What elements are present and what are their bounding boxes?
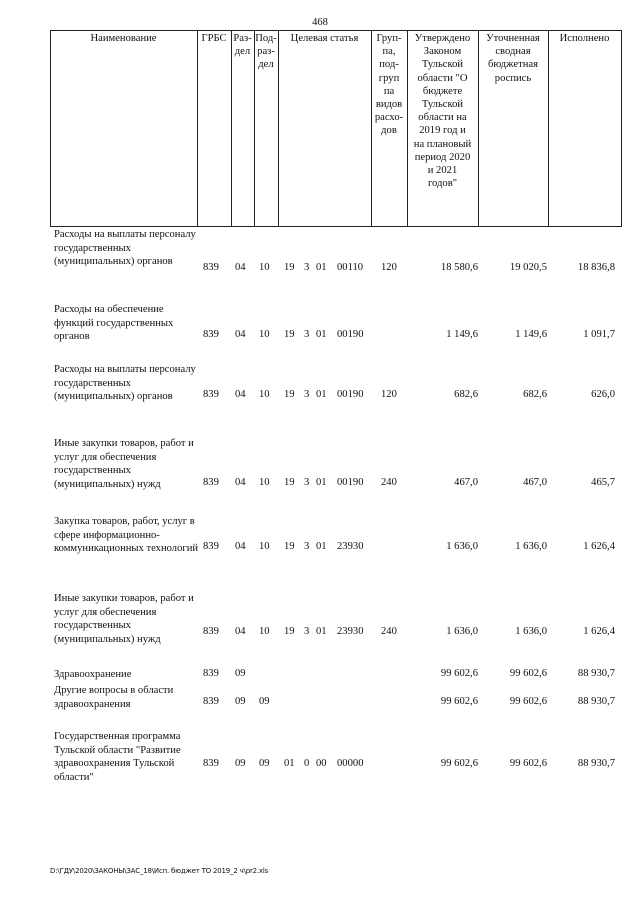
header-name: Наименование [90,33,157,44]
cell-pr: 10 [259,626,270,637]
row-name: Расходы на выплаты персоналу государственных (муниципальных) органов [54,229,196,267]
cell-executed: 88 930,7 [577,696,615,707]
cell-t1: 19 [284,626,295,637]
cell-rz: 04 [235,262,246,273]
page-number: 468 [312,17,328,28]
cell-approved: 99 602,6 [440,668,478,679]
cell-refined: 1 636,0 [515,541,547,552]
cell-t2: 3 [304,262,310,273]
cell-pr: 10 [259,477,270,488]
row-name: Другие вопросы в области здравоохранения [54,685,174,710]
cell-grbs: 839 [203,389,219,400]
cell-t2: 3 [304,626,310,637]
header-refined: Уточненная сводная бюджетная роспись [486,33,540,84]
cell-t2: 3 [304,389,310,400]
header-group: Груп- па, под- груп па видов расхо- дов [374,33,404,137]
cell-approved: 18 580,6 [440,262,478,273]
cell-t1: 19 [284,389,295,400]
cell-t4: 00000 [337,758,364,769]
cell-vr: 120 [381,262,397,273]
cell-grbs: 839 [203,329,219,340]
header-target: Целевая статья [290,33,359,44]
cell-refined: 99 602,6 [509,668,547,679]
row-name: Иные закупки товаров, работ и услуг для обеспечения государственных (муниципальных) нужд [54,593,194,645]
row-name: Здравоохранение [54,669,132,680]
cell-t3: 00 [316,758,327,769]
row-name: Закупка товаров, работ, услуг в сфере информационно-коммуникационных технологий [54,516,199,554]
cell-executed: 1 091,7 [583,329,615,340]
header-grbs: ГРБС [201,33,227,44]
cell-approved: 99 602,6 [440,758,478,769]
cell-grbs: 839 [203,668,219,679]
cell-t4: 23930 [337,626,364,637]
cell-t1: 01 [284,758,295,769]
cell-rz: 09 [235,696,246,707]
cell-t4: 00190 [337,477,364,488]
cell-t4: 00190 [337,329,364,340]
cell-approved: 1 636,0 [446,626,478,637]
header-executed: Исполнено [559,33,610,44]
cell-rz: 04 [235,477,246,488]
row-name: Расходы на обеспечение функций государственных органов [54,304,174,342]
header-podrazdel: Под- раз- дел [255,33,277,71]
cell-executed: 626,0 [591,389,615,400]
cell-t3: 01 [316,262,327,273]
cell-rz: 04 [235,626,246,637]
cell-executed: 88 930,7 [577,758,615,769]
cell-refined: 1 636,0 [515,626,547,637]
cell-approved: 467,0 [454,477,478,488]
cell-pr: 10 [259,262,270,273]
cell-vr: 240 [381,477,397,488]
cell-refined: 99 602,6 [509,758,547,769]
cell-approved: 99 602,6 [440,696,478,707]
cell-grbs: 839 [203,626,219,637]
header-razdel: Раз- дел [233,33,252,58]
cell-rz: 04 [235,541,246,552]
cell-t3: 01 [316,541,327,552]
cell-refined: 682,6 [523,389,547,400]
cell-rz: 09 [235,758,246,769]
cell-t3: 01 [316,329,327,340]
cell-t3: 01 [316,626,327,637]
row-name: Расходы на выплаты персоналу государственных (муниципальных) органов [54,364,196,402]
cell-t2: 3 [304,329,310,340]
cell-t2: 3 [304,477,310,488]
cell-approved: 682,6 [454,389,478,400]
cell-vr: 240 [381,626,397,637]
cell-pr: 09 [259,758,270,769]
cell-rz: 09 [235,668,246,679]
cell-approved: 1 636,0 [446,541,478,552]
cell-t1: 19 [284,541,295,552]
cell-executed: 88 930,7 [577,668,615,679]
cell-refined: 1 149,6 [515,329,547,340]
cell-pr: 10 [259,541,270,552]
cell-grbs: 839 [203,758,219,769]
footer-path: D:\ГДУ\2020\ЗАКОНЫ\ЗАС_18\Исп. бюджет ТО 2019_2 ч\pr2.xls [50,867,269,875]
cell-t4: 23930 [337,541,364,552]
cell-executed: 18 836,8 [577,262,615,273]
row-name: Государственная программа Тульской области "Развитие здравоохранения Тульской области" [54,731,181,783]
cell-t4: 00190 [337,389,364,400]
cell-rz: 04 [235,389,246,400]
cell-approved: 1 149,6 [446,329,478,340]
header-approved: Утверждено Законом Тульской области "О бюджете Тульской области на 2019 год и на плановый период 2020 и 2021 годов" [413,33,472,190]
cell-executed: 465,7 [591,477,615,488]
cell-grbs: 839 [203,696,219,707]
table-header [50,30,622,226]
cell-grbs: 839 [203,477,219,488]
cell-t1: 19 [284,329,295,340]
cell-t1: 19 [284,262,295,273]
cell-t4: 00110 [337,262,364,273]
cell-pr: 10 [259,329,270,340]
cell-refined: 467,0 [523,477,547,488]
cell-rz: 04 [235,329,246,340]
cell-t2: 3 [304,541,310,552]
row-name: Иные закупки товаров, работ и услуг для обеспечения государственных (муниципальных) нужд [54,438,194,490]
cell-executed: 1 626,4 [583,626,615,637]
cell-pr: 09 [259,696,270,707]
cell-refined: 99 602,6 [509,696,547,707]
cell-t3: 01 [316,389,327,400]
cell-t1: 19 [284,477,295,488]
cell-t3: 01 [316,477,327,488]
cell-pr: 10 [259,389,270,400]
cell-executed: 1 626,4 [583,541,615,552]
cell-grbs: 839 [203,262,219,273]
cell-t2: 0 [304,758,310,769]
cell-grbs: 839 [203,541,219,552]
cell-vr: 120 [381,389,397,400]
cell-refined: 19 020,5 [509,262,547,273]
